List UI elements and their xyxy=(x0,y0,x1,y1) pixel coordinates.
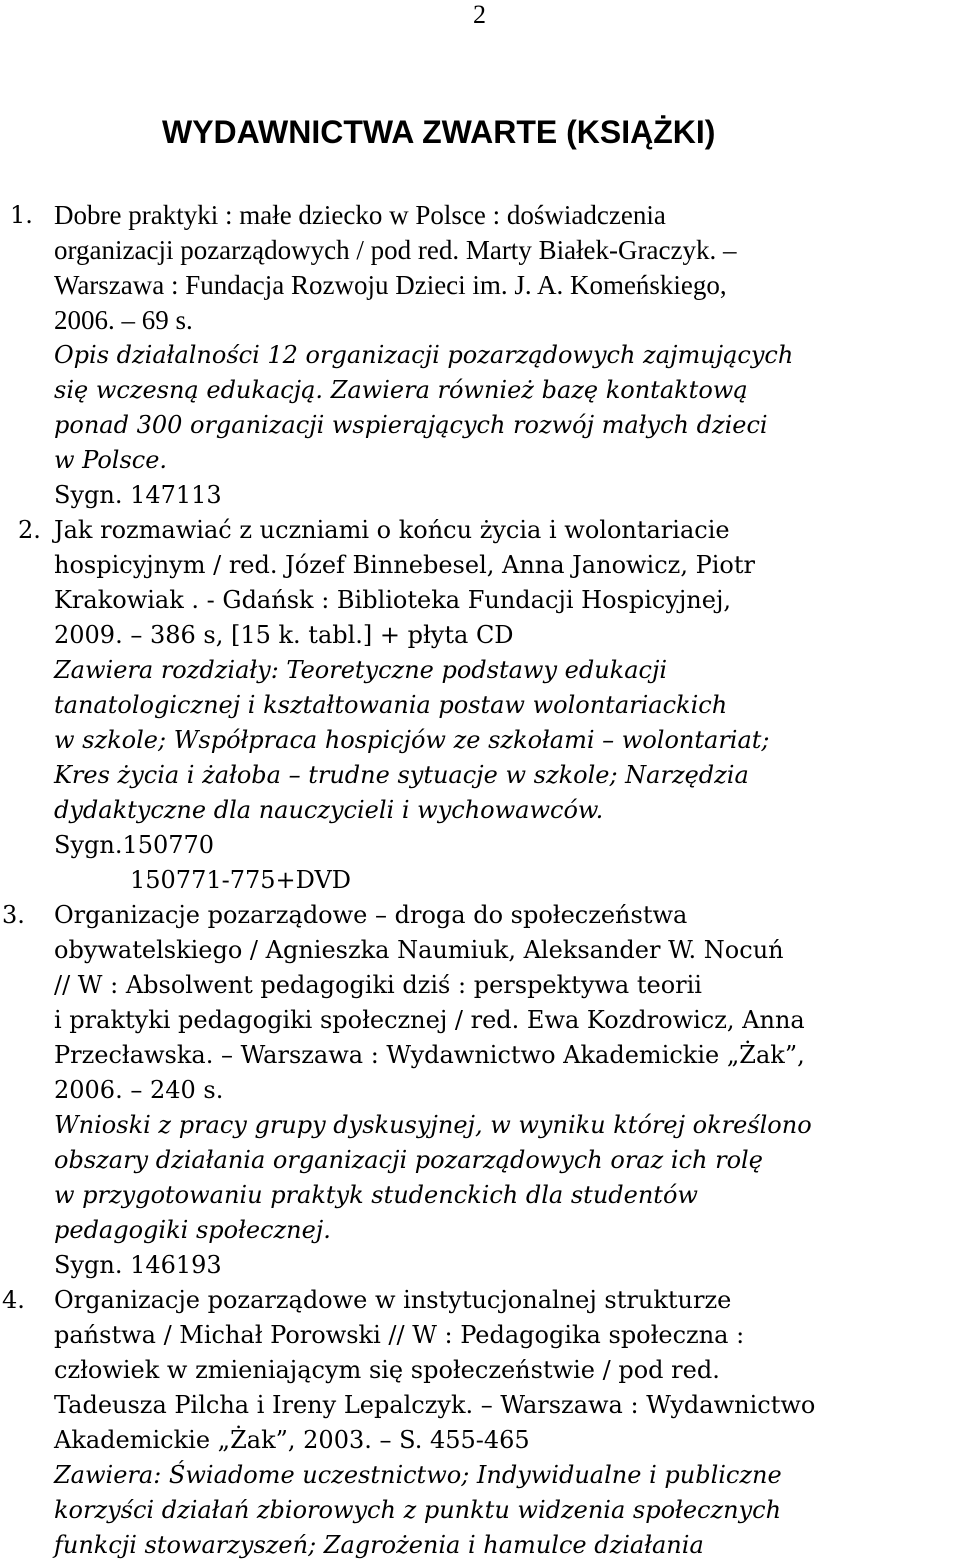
annotation-line: w przygotowaniu praktyk studenckich dla studentów xyxy=(54,1181,698,1209)
annotation-line: Zawiera rozdziały: Teoretyczne podstawy edukacji xyxy=(54,656,668,684)
citation-line: // W : Absolwent pedagogiki dziś : perspektywa teorii xyxy=(54,971,702,999)
annotation-line: tanatologicznej i kształtowania postaw wolontariackich xyxy=(54,691,728,719)
citation-line: Tadeusza Pilcha i Ireny Lepalczyk. – Warszawa : Wydawnictwo xyxy=(54,1391,816,1419)
annotation-line: Zawiera: Świadome uczestnictwo; Indywidualne i publiczne xyxy=(54,1461,782,1489)
annotation-line: obszary działania organizacji pozarządowych oraz ich rolę xyxy=(54,1146,763,1174)
citation-line: obywatelskiego / Agnieszka Naumiuk, Aleksander W. Nocuń xyxy=(54,936,784,964)
entry-number: 2. xyxy=(18,516,41,544)
annotation-line: ponad 300 organizacji wspierających rozwój małych dzieci xyxy=(54,411,768,439)
annotation-line: pedagogiki społecznej. xyxy=(54,1216,331,1244)
annotation-line: funkcji stowarzyszeń; Zagrożenia i hamulce działania xyxy=(54,1531,704,1559)
entry-number: 3. xyxy=(2,901,25,929)
bibliography-entry-3 xyxy=(0,898,960,1283)
annotation-line: korzyści działań zbiorowych z punktu widzenia społecznych xyxy=(54,1496,782,1524)
annotation-line: się wczesną edukacją. Zawiera również bazę kontaktową xyxy=(54,376,748,404)
citation-line: Organizacje pozarządowe w instytucjonalnej strukturze xyxy=(54,1286,732,1314)
annotation-line: w Polsce. xyxy=(54,446,168,474)
signature-line: Sygn. 147113 xyxy=(54,481,222,509)
citation-line: 2009. – 386 s, [15 k. tabl.] + płyta CD xyxy=(54,621,514,649)
bibliography-entry-4 xyxy=(0,1283,960,1563)
signature-line: 150771-775+DVD xyxy=(130,866,352,894)
bibliography-entry-1 xyxy=(0,198,960,513)
citation-line: Krakowiak . - Gdańsk : Biblioteka Fundacji Hospicyjnej, xyxy=(54,586,732,614)
page-number: 2 xyxy=(473,0,486,29)
annotation-line: Kres życia i żałoba – trudne sytuacje w szkole; Narzędzia xyxy=(54,761,749,789)
signature-line: Sygn.150770 xyxy=(54,831,215,859)
annotation-line: Opis działalności 12 organizacji pozarządowych zajmujących xyxy=(54,341,794,369)
citation-line: 2006. – 69 s. xyxy=(54,305,193,335)
entry-number: 4. xyxy=(2,1286,25,1314)
bibliography-entry-2 xyxy=(0,513,960,898)
annotation-line: Wnioski z pracy grupy dyskusyjnej, w wyniku której określono xyxy=(54,1111,812,1139)
entry-number: 1. xyxy=(10,201,33,229)
annotation-line: w szkole; Współpraca hospicjów ze szkołami – wolontariat; xyxy=(54,726,770,754)
citation-line: 2006. – 240 s. xyxy=(54,1076,224,1104)
section-heading: WYDAWNICTWA ZWARTE (KSIĄŻKI) xyxy=(162,114,716,150)
citation-line: Organizacje pozarządowe – droga do społeczeństwa xyxy=(54,901,688,929)
citation-line: hospicyjnym / red. Józef Binnebesel, Anna Janowicz, Piotr xyxy=(54,551,755,579)
citation-line: Akademickie „Żak”, 2003. – S. 455-465 xyxy=(54,1426,530,1454)
citation-line: Przecławska. – Warszawa : Wydawnictwo Akademickie „Żak”, xyxy=(54,1041,805,1069)
citation-line: państwa / Michał Porowski // W : Pedagogika społeczna : xyxy=(54,1321,745,1349)
annotation-line: dydaktyczne dla nauczycieli i wychowawców. xyxy=(54,796,604,824)
citation-line: organizacji pozarządowych / pod red. Marty Białek-Graczyk. – xyxy=(54,235,737,265)
citation-line: Jak rozmawiać z uczniami o końcu życia i wolontariacie xyxy=(54,516,730,544)
citation-line: człowiek w zmieniającym się społeczeństwie / pod red. xyxy=(54,1356,720,1384)
citation-line: Warszawa : Fundacja Rozwoju Dzieci im. J. A. Komeńskiego, xyxy=(54,270,727,300)
signature-line: Sygn. 146193 xyxy=(54,1251,222,1279)
citation-line: Dobre praktyki : małe dziecko w Polsce : doświadczenia xyxy=(54,200,666,230)
citation-line: i praktyki pedagogiki społecznej / red. Ewa Kozdrowicz, Anna xyxy=(54,1006,805,1034)
bibliography-list xyxy=(0,198,960,1563)
